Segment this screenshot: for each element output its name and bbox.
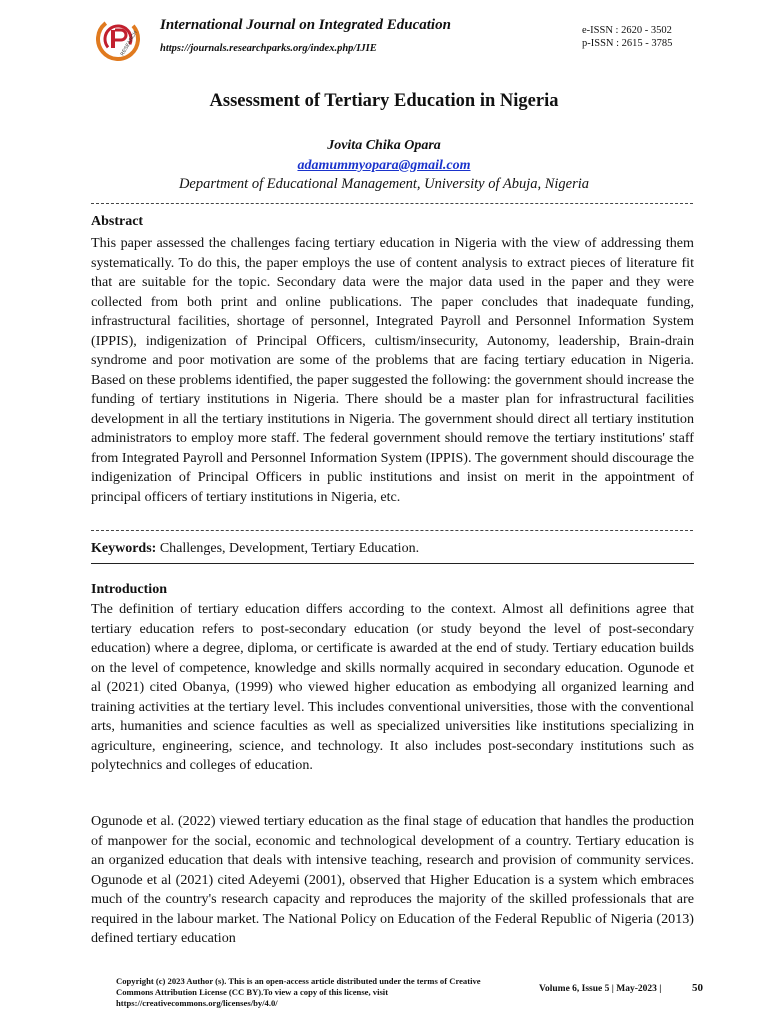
journal-logo (96, 16, 142, 62)
paper-title: Assessment of Tertiary Education in Nigeria (209, 91, 559, 111)
author-block (0, 136, 768, 194)
introduction-paragraph-1: The definition of tertiary education differs according to the context. Almost all definitions agree that tertiary education refers to post-secondary education (or study beyond the level of post-secondary education) where a degree, diploma, or certificate is awarded at the end of study. Tertiary education builds on the level of competence, knowledge and skills normally acquired in secondary education. Ogunode et al (2021) cited Obanya, (1999) who viewed higher education as embodying all organized learning and training activities at the tertiary level. This includes conventional universities, those with the conventional arts, humanities and science faculties as well as specialized universities like institutions specializing in agriculture, engineering, science, and technology. It also includes post-secondary institutions such as polytechnics and colleges of education. (91, 601, 694, 773)
journal-title: International Journal on Integrated Education (160, 17, 451, 33)
keywords-text: Challenges, Development, Tertiary Education. (156, 541, 420, 556)
journal-url[interactable]: https://journals.researchparks.org/index.php/IJIE (160, 43, 377, 54)
keywords-rule (91, 563, 694, 564)
author-email-link[interactable]: adamummyopara@gmail.com (297, 158, 471, 173)
keywords-line (91, 541, 419, 557)
abstract-heading: Abstract (91, 214, 144, 229)
abstract-text: This paper assessed the challenges facing tertiary education in Nigeria with the view of addressing them systematically. To do this, the paper employs the use of content analysis to extract pieces of literature fit that are suitable for the topic. Secondary data were the major data used in the paper and they were collected from both print and online publications. The paper concludes that inadequate funding, infrastructural facilities, shortage of personnel, Integrated Payroll and Personnel Information System (IPPIS), indigenization of Principal Officers, cultism/insecurity, Autonomy, leadership, Brain-drain syndrome and poor motivation are some of the problems that are facing tertiary education in Nigeria. Based on these problems identified, the paper suggested the following: the government should increase the funding of tertiary institutions in Nigeria. There should be a master plan for infrastructural facilities development in all the tertiary institutions in Nigeria. The government should direct all tertiary institution administrators to employ more staff. The federal government should remove the tertiary institutions' staff from Integrated Payroll and Personnel Information System (IPPIS). The government should discourage the indigenization of Principal Officers in public institutions and insist on merit in the appointment of principal officers of tertiary institutions in Nigeria, etc. (91, 235, 694, 505)
dashed-divider-top (91, 203, 693, 204)
introduction-paragraph-2: Ogunode et al. (2022) viewed tertiary education as the final stage of education that handles the production of manpower for the social, economic and technological development of a country. Tertiary education is an organized education that deals with intensive teaching, research and provision of community services. Ogunode et al (2021) cited Adeyemi (2001), observed that Higher Education is a system which embraces much of the country's research capacity and reproduces the majority of the skilled professionals that are required in the labour market. The National Policy on Education of the Federal Republic of Nigeria (2013) defined tertiary education (91, 813, 694, 946)
p-issn: p-ISSN : 2615 - 3785 (582, 38, 673, 49)
keywords-label: Keywords: (91, 541, 157, 556)
svg-text:RESEARCH: RESEARCH (119, 29, 139, 57)
issn-block (582, 24, 672, 50)
footer-copyright: Copyright (c) 2023 Author (s). This is an open-access article distributed under the terms of Creative Commons Attribution License (CC BY).To view a copy of this license, visit https://creativecommons.org/licenses/by/4.0/ (116, 976, 481, 1008)
author-department: Department of Educational Management, University of Abuja, Nigeria (178, 176, 590, 192)
footer-page-number: 50 (692, 982, 703, 994)
author-name: Jovita Chika Opara (327, 138, 441, 153)
dashed-divider-bottom (91, 530, 693, 531)
footer-volume: Volume 6, Issue 5 | May-2023 | (539, 984, 662, 994)
introduction-heading: Introduction (91, 582, 167, 597)
e-issn: e-ISSN : 2620 - 3502 (582, 25, 672, 36)
